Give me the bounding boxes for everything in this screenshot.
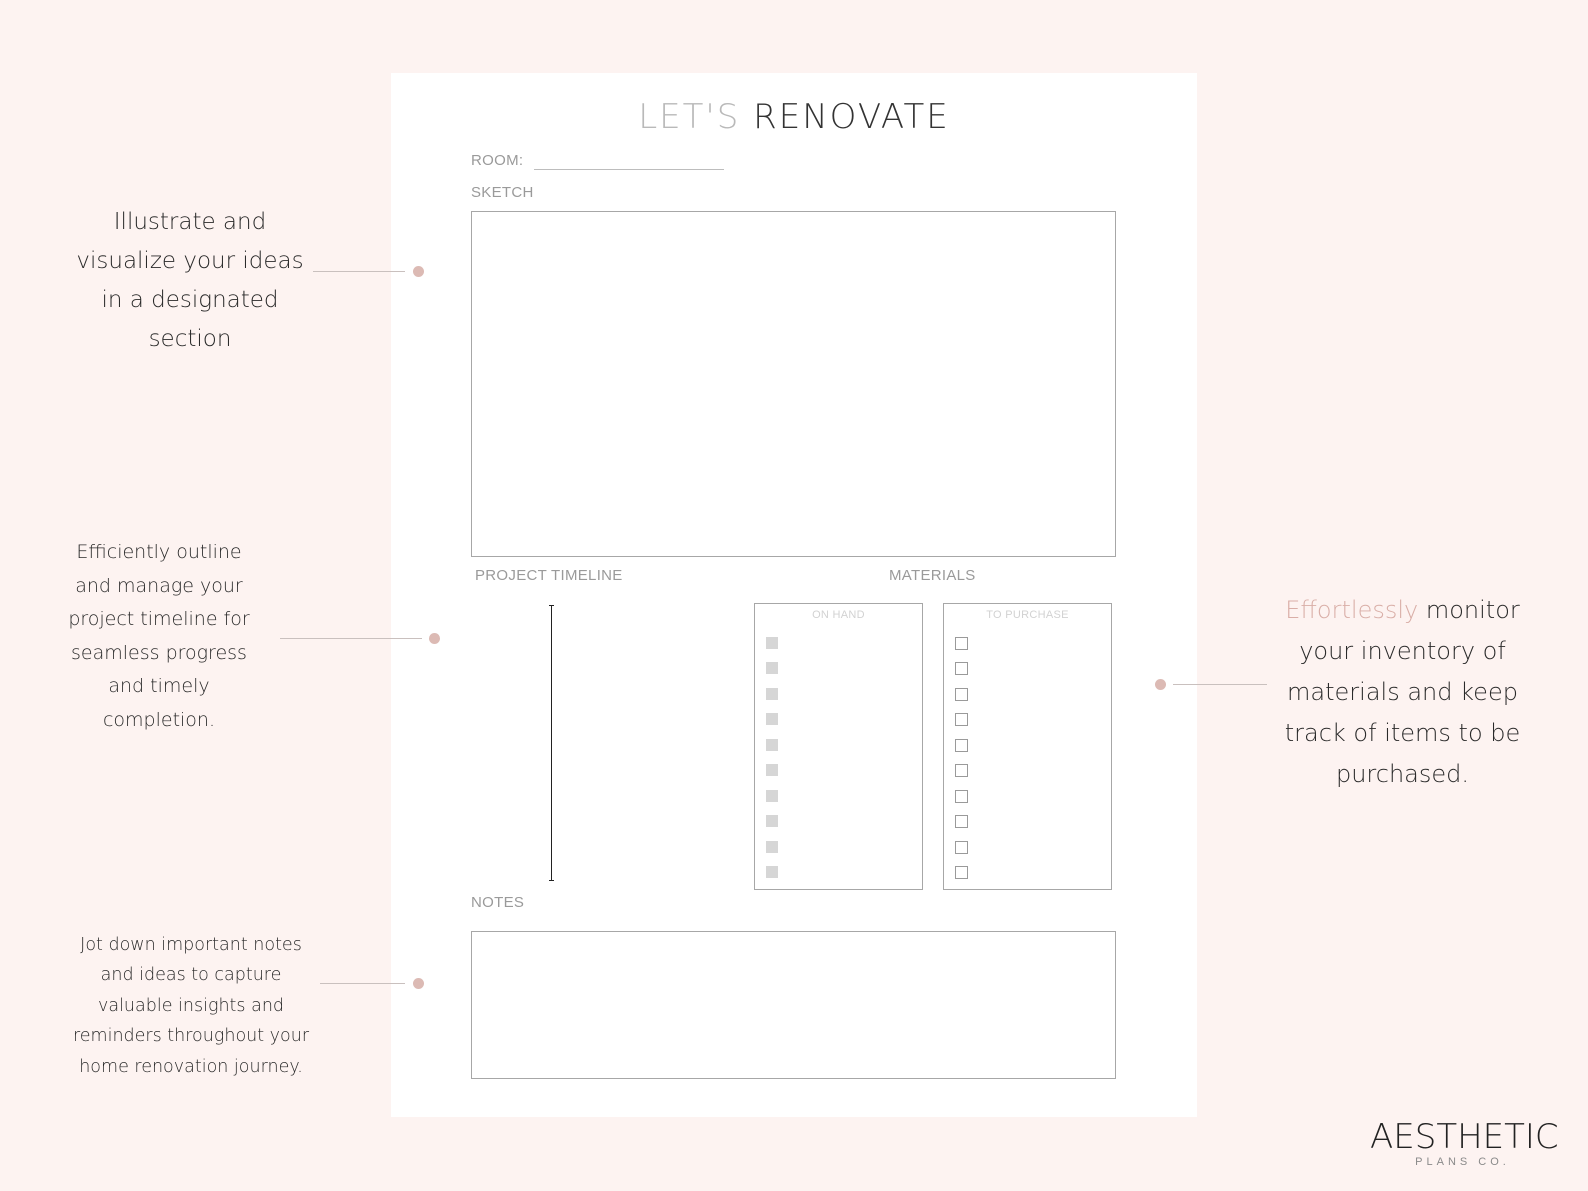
on-hand-checkbox[interactable] <box>766 662 778 674</box>
materials-label: MATERIALS <box>889 567 976 584</box>
on-hand-checkbox[interactable] <box>766 764 778 776</box>
on-hand-checkbox[interactable] <box>766 713 778 725</box>
on-hand-column <box>754 603 923 890</box>
to-purchase-checkbox[interactable] <box>955 790 968 803</box>
timeline-connector <box>280 638 422 639</box>
to-purchase-checkbox[interactable] <box>955 841 968 854</box>
callout-line: reminders throughout your <box>72 1026 310 1047</box>
to-purchase-checkbox[interactable] <box>955 688 968 701</box>
room-label: ROOM: <box>471 152 524 169</box>
brand-subtitle: PLANS CO. <box>1415 1156 1510 1168</box>
sketch-dot <box>413 266 424 277</box>
notes-area[interactable] <box>471 931 1116 1079</box>
to-purchase-checkbox[interactable] <box>955 815 968 828</box>
callout-line: your inventory of <box>1299 637 1506 665</box>
callout-line: home renovation journey. <box>79 1056 303 1077</box>
on-hand-checkbox[interactable] <box>766 688 778 700</box>
on-hand-checkbox[interactable] <box>766 637 778 649</box>
to-purchase-checkbox[interactable] <box>955 764 968 777</box>
to-purchase-checkbox[interactable] <box>955 662 968 675</box>
callout-line: purchased. <box>1335 760 1470 788</box>
to-purchase-label: TO PURCHASE <box>986 609 1069 621</box>
callout-line: completion. <box>102 708 216 731</box>
brand-name: AESTHETIC <box>1370 1117 1559 1157</box>
callout-line: track of items to be <box>1284 719 1521 747</box>
to-purchase-checkbox[interactable] <box>955 637 968 650</box>
callout-line: project timeline for <box>68 608 250 631</box>
callout-line: and manage your <box>75 574 243 597</box>
callout-line: valuable insights and <box>97 995 285 1016</box>
notes-label: NOTES <box>471 894 525 911</box>
brand-logo <box>1370 1117 1559 1168</box>
page-title <box>391 97 1197 137</box>
on-hand-checkbox[interactable] <box>766 790 778 802</box>
callout-line: in a designated <box>101 287 279 313</box>
to-purchase-checkbox[interactable] <box>955 739 968 752</box>
timeline-line <box>551 605 552 881</box>
timeline-label: PROJECT TIMELINE <box>475 567 623 584</box>
callout-line: and timely <box>108 675 210 698</box>
callout-line: seamless progress <box>71 641 247 664</box>
callout-line <box>1270 590 1535 631</box>
notes-callout <box>60 930 322 1082</box>
on-hand-checkbox[interactable] <box>766 841 778 853</box>
notes-connector <box>320 983 405 984</box>
on-hand-checkbox[interactable] <box>766 739 778 751</box>
title-dark: RENOVATE <box>740 97 950 137</box>
to-purchase-checkbox[interactable] <box>955 713 968 726</box>
materials-callout <box>1270 590 1535 795</box>
callout-accent-word: Effortlessly <box>1285 596 1419 624</box>
callout-line: materials and keep <box>1287 678 1518 706</box>
on-hand-checkbox[interactable] <box>766 866 778 878</box>
to-purchase-checkbox[interactable] <box>955 866 968 879</box>
callout-line: Efficiently outline <box>76 541 242 563</box>
callout-line: Illustrate and <box>113 209 267 235</box>
timeline-callout <box>40 536 278 738</box>
callout-line: visualize your ideas <box>76 248 304 274</box>
title-light: LET'S <box>638 97 741 137</box>
room-input-line[interactable] <box>534 169 724 170</box>
sketch-connector <box>313 271 405 272</box>
sketch-label: SKETCH <box>471 184 534 201</box>
notes-dot <box>413 978 424 989</box>
on-hand-checkbox[interactable] <box>766 815 778 827</box>
callout-line: section <box>148 326 232 352</box>
to-purchase-column <box>943 603 1112 890</box>
timeline-dot <box>429 633 440 644</box>
callout-line: Jot down important notes <box>80 935 302 955</box>
callout-word: monitor <box>1418 596 1520 624</box>
sketch-area[interactable] <box>471 211 1116 557</box>
materials-dot <box>1155 679 1166 690</box>
callout-line: and ideas to capture <box>100 965 282 986</box>
planner-page <box>391 73 1197 1117</box>
materials-connector <box>1173 684 1267 685</box>
on-hand-label: ON HAND <box>812 609 865 621</box>
sketch-callout <box>60 203 320 359</box>
